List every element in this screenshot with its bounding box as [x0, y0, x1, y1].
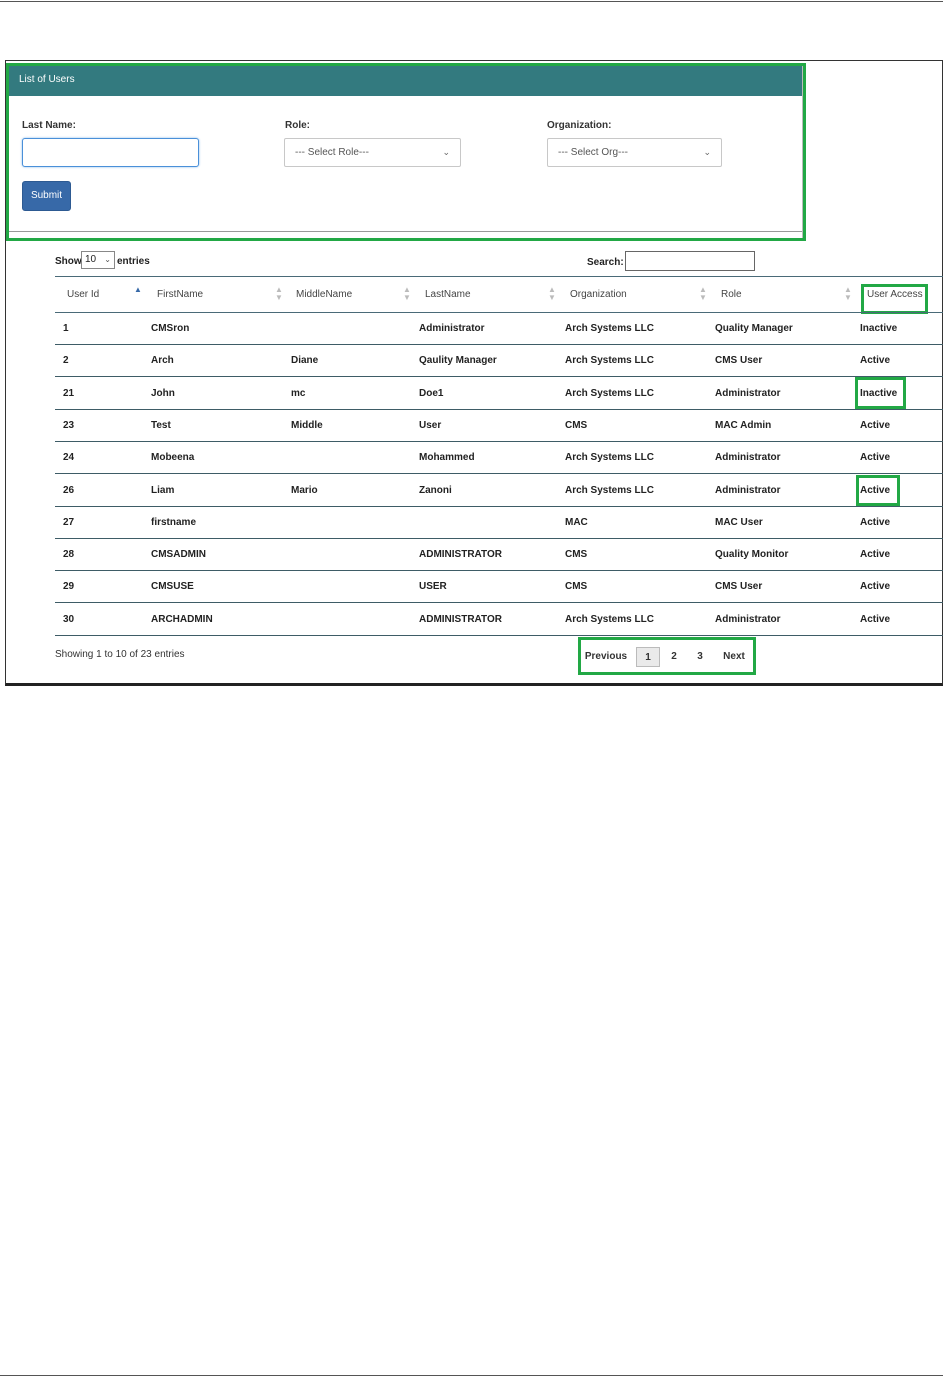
- pagination-page-1[interactable]: 1: [636, 647, 660, 667]
- table-row[interactable]: [55, 475, 943, 507]
- table-row[interactable]: [55, 410, 943, 442]
- table-row[interactable]: [55, 378, 943, 410]
- cell-user-id: 26: [63, 484, 75, 496]
- pagination-previous[interactable]: Previous: [584, 651, 628, 662]
- cell-user-access: Inactive: [860, 323, 898, 334]
- cell-firstname: CMSADMIN: [151, 549, 206, 561]
- column-header-role[interactable]: Role: [721, 289, 742, 300]
- table-row[interactable]: [55, 571, 943, 603]
- table-row[interactable]: [55, 539, 943, 571]
- cell-firstname: Arch: [151, 355, 174, 367]
- cell-organization: Arch Systems LLC: [565, 484, 654, 496]
- cell-user-id: 29: [63, 581, 75, 593]
- panel-title: List of Users: [7, 64, 802, 96]
- column-header-lastname[interactable]: LastName: [425, 289, 471, 300]
- submit-button[interactable]: Submit: [22, 181, 71, 211]
- cell-user-access: Active: [860, 484, 891, 496]
- show-label: Show: [55, 256, 82, 267]
- table-row[interactable]: [55, 604, 943, 636]
- cell-role: Quality Manager: [715, 323, 793, 334]
- cell-role: Administrator: [715, 452, 781, 464]
- last-name-input[interactable]: [22, 138, 199, 167]
- cell-firstname: ARCHADMIN: [151, 613, 213, 625]
- cell-lastname: Mohammed: [419, 452, 475, 464]
- column-header-user-access[interactable]: User Access: [867, 289, 923, 300]
- cell-firstname: Test: [151, 419, 171, 431]
- search-label: Search:: [587, 257, 624, 268]
- cell-user-id: 24: [63, 452, 75, 464]
- cell-lastname: ADMINISTRATOR: [419, 613, 502, 625]
- cell-role: CMS User: [715, 355, 763, 367]
- cell-role: CMS User: [715, 581, 763, 593]
- cell-user-access: Active: [860, 549, 891, 561]
- cell-firstname: Liam: [151, 484, 175, 496]
- table-row[interactable]: [55, 313, 943, 345]
- cell-user-access: Active: [860, 516, 891, 528]
- column-header-firstname[interactable]: FirstName: [157, 289, 204, 300]
- cell-user-access: Active: [860, 452, 891, 464]
- cell-lastname: USER: [419, 581, 447, 593]
- table-top-rule: [55, 276, 943, 277]
- cell-role: Quality Monitor: [715, 549, 789, 561]
- cell-organization: Arch Systems LLC: [565, 613, 654, 625]
- cell-firstname: Mobeena: [151, 452, 195, 464]
- cell-middlename: Diane: [291, 355, 319, 367]
- cell-role: Administrator: [715, 613, 781, 625]
- cell-user-access: Active: [860, 581, 891, 593]
- cell-organization: Arch Systems LLC: [565, 452, 654, 464]
- cell-role: MAC Admin: [715, 419, 772, 431]
- cell-user-id: 30: [63, 613, 75, 625]
- cell-user-id: 23: [63, 419, 75, 431]
- cell-middlename: Mario: [291, 484, 318, 496]
- last-name-label: Last Name:: [22, 120, 76, 131]
- cell-user-id: 21: [63, 387, 75, 399]
- cell-lastname: ADMINISTRATOR: [419, 549, 502, 561]
- cell-lastname: Zanoni: [419, 484, 452, 496]
- sort-icon[interactable]: ▲ ▼: [548, 285, 556, 302]
- cell-lastname: Administrator: [419, 323, 485, 334]
- role-select-value: --- Select Role---: [295, 147, 369, 158]
- table-info: Showing 1 to 10 of 23 entries: [55, 649, 185, 660]
- cell-user-id: 2: [63, 355, 69, 367]
- column-header-organization[interactable]: Organization: [570, 289, 627, 300]
- cell-user-access: Active: [860, 419, 891, 431]
- cell-user-access: Inactive: [860, 387, 898, 399]
- column-header-middlename[interactable]: MiddleName: [296, 289, 353, 300]
- cell-firstname: John: [151, 387, 175, 399]
- sort-icon[interactable]: ▲ ▼: [699, 285, 707, 302]
- cell-lastname: Doe1: [419, 387, 444, 399]
- cell-lastname: Qaulity Manager: [419, 355, 497, 367]
- chevron-down-icon: ⌄: [104, 255, 111, 264]
- cell-middlename: Middle: [291, 419, 323, 431]
- entries-length-value: 10: [85, 254, 97, 265]
- cell-organization: Arch Systems LLC: [565, 323, 654, 334]
- cell-firstname: CMSUSE: [151, 581, 194, 593]
- entries-length-select[interactable]: [81, 251, 115, 269]
- sort-icon[interactable]: ▲ ▼: [844, 285, 852, 302]
- cell-organization: Arch Systems LLC: [565, 387, 654, 399]
- pagination-page-2[interactable]: 2: [671, 651, 677, 662]
- table-row[interactable]: [55, 345, 943, 377]
- sort-icon[interactable]: ▲ ▼: [275, 285, 283, 302]
- organization-select[interactable]: [547, 138, 722, 167]
- cell-organization: CMS: [565, 419, 588, 431]
- chevron-down-icon: ⌄: [703, 147, 711, 157]
- cell-user-id: 28: [63, 549, 75, 561]
- chevron-down-icon: ⌄: [442, 147, 450, 157]
- organization-label: Organization:: [547, 120, 612, 131]
- role-label: Role:: [285, 120, 310, 131]
- column-header-user-id[interactable]: User Id: [67, 289, 100, 300]
- cell-user-access: Active: [860, 613, 891, 625]
- table-row[interactable]: [55, 507, 943, 539]
- cell-user-id: 27: [63, 516, 75, 528]
- cell-firstname: CMSron: [151, 323, 190, 334]
- cell-organization: CMS: [565, 581, 588, 593]
- pagination-next[interactable]: Next: [723, 651, 745, 662]
- role-select[interactable]: [284, 138, 461, 167]
- cell-organization: CMS: [565, 549, 588, 561]
- page-bottom-rule: [0, 1375, 943, 1376]
- cell-user-id: 1: [63, 323, 69, 334]
- pagination-page-3[interactable]: 3: [697, 651, 703, 662]
- cell-role: Administrator: [715, 387, 781, 399]
- sort-icon[interactable]: ▲ ▼: [403, 285, 411, 302]
- cell-lastname: User: [419, 419, 442, 431]
- table-row[interactable]: [55, 442, 943, 474]
- cell-role: MAC User: [715, 516, 763, 528]
- cell-organization: Arch Systems LLC: [565, 355, 654, 367]
- search-input[interactable]: [625, 251, 755, 271]
- cell-user-access: Active: [860, 355, 891, 367]
- cell-middlename: mc: [291, 387, 306, 399]
- cell-firstname: firstname: [151, 516, 197, 528]
- panel-divider: [7, 231, 802, 232]
- entries-label: entries: [117, 256, 150, 267]
- page-top-rule: [0, 1, 943, 2]
- organization-select-value: --- Select Org---: [558, 147, 628, 158]
- cell-organization: MAC: [565, 516, 588, 528]
- sort-ascending-icon[interactable]: ▲: [134, 285, 142, 294]
- cell-role: Administrator: [715, 484, 781, 496]
